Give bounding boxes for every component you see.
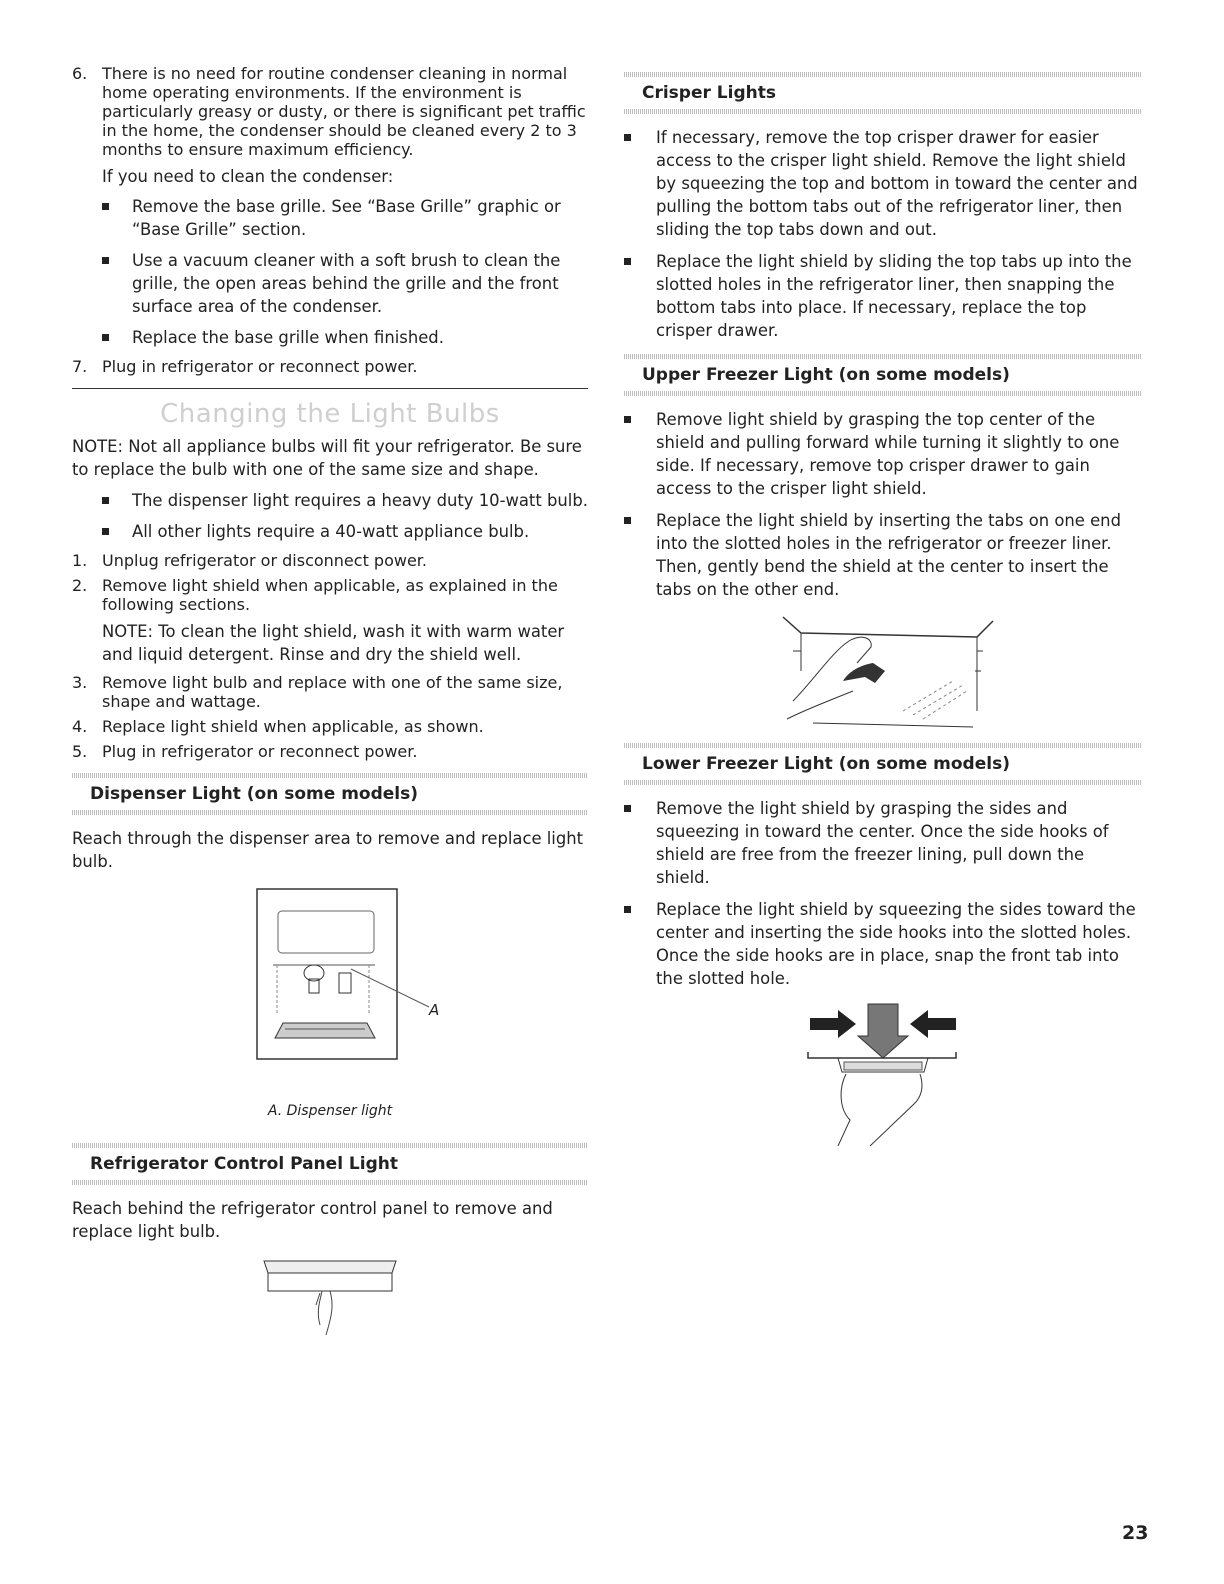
step-4: 4. Replace light shield when applicable, as shown. — [72, 717, 484, 736]
left-column — [72, 64, 588, 1353]
lower-freezer-section-header — [624, 743, 1142, 785]
upper-freezer-shield-illustration — [753, 611, 1013, 731]
lower-freezer-heading: Lower Freezer Light (on some models) — [642, 754, 1010, 774]
list-item: Remove light shield by grasping the top center of the shield and pulling forward while turning it slightly to one side. If necessary, remove top crisper drawer to gain access to the crisper light shield. — [624, 408, 1142, 500]
upper-freezer-heading: Upper Freezer Light (on some models) — [642, 365, 1010, 385]
list-item: Replace the light shield by squeezing the sides toward the center and inserting the side hooks into the slotted holes. Once the side hooks are in place, snap the front tab into the slotted hole. — [624, 898, 1142, 990]
page-number: 23 — [1122, 1522, 1149, 1544]
list-item: Remove the light shield by grasping the sides and squeezing in toward the center. Once the side hooks of shield are free from the freezer lining, pull down the shield. — [624, 797, 1142, 889]
lower-freezer-shield-illustration — [798, 1000, 968, 1150]
step-6: 6. There is no need for routine condenser cleaning in normal home operating environments. If the environment is particularly greasy or dusty, or there is significant pet traffic in the home, the condenser should be cleaned every 2 to 3 months to ensure maximum efficiency. — [72, 64, 586, 159]
list-item: If necessary, remove the top crisper drawer for easier access to the crisper light shield. Remove the light shield by squeezing the top and bottom in toward the center and pulling the bottom tabs out of the refrigerator liner, then sliding the top tabs down and out. — [624, 126, 1142, 241]
step-1: 1. Unplug refrigerator or disconnect power. — [72, 551, 427, 570]
control-heading: Refrigerator Control Panel Light — [90, 1154, 398, 1174]
right-column — [624, 72, 1142, 1160]
condenser-bullets — [102, 195, 588, 349]
dispenser-light-illustration — [215, 883, 445, 1093]
dispenser-text: Reach through the dispenser area to remove and replace light bulb. — [72, 829, 584, 871]
step-7: 7. Plug in refrigerator or reconnect power. — [72, 357, 418, 376]
list-item: All other lights require a 40-watt appliance bulb. — [102, 520, 588, 543]
list-item: Replace the light shield by inserting the tabs on one end into the slotted holes in the refrigerator or freezer liner. Then, gently bend the shield at the center to insert the tabs on the other end. — [624, 509, 1142, 601]
dispenser-section-header — [72, 773, 588, 815]
crisper-bullets — [624, 126, 1142, 342]
upper-freezer-section-header — [624, 354, 1142, 396]
control-panel-illustration — [250, 1253, 410, 1343]
step-2: 2. Remove light shield when applicable, as explained in the following sections. — [72, 576, 558, 614]
bulb-bullets — [102, 489, 588, 543]
crisper-heading: Crisper Lights — [642, 83, 776, 103]
step-2-note: NOTE: To clean the light shield, wash it with warm water and liquid detergent. Rinse and dry the shield well. — [102, 622, 565, 664]
crisper-section-header — [624, 72, 1142, 114]
upper-freezer-bullets — [624, 408, 1142, 601]
lower-freezer-bullets — [624, 797, 1142, 990]
bulbs-section-title: Changing the Light Bulbs — [160, 399, 500, 429]
control-section-header — [72, 1143, 588, 1185]
list-item: Use a vacuum cleaner with a soft brush to clean the grille, the open areas behind the grille and the front surface area of the condenser. — [102, 249, 588, 318]
callout-a: A — [429, 1001, 440, 1019]
list-item: Remove the base grille. See “Base Grille” graphic or “Base Grille” section. — [102, 195, 588, 241]
list-item: The dispenser light requires a heavy duty 10-watt bulb. — [102, 489, 588, 512]
dispenser-heading: Dispenser Light (on some models) — [90, 784, 419, 804]
condenser-intro: If you need to clean the condenser: — [102, 167, 394, 186]
dispenser-caption: A. Dispenser light — [267, 1103, 393, 1119]
list-item: Replace the base grille when finished. — [102, 326, 588, 349]
step-5: 5. Plug in refrigerator or reconnect power. — [72, 742, 418, 761]
bulbs-note: NOTE: Not all appliance bulbs will fit your refrigerator. Be sure to replace the bulb with one of the same size and shape. — [72, 437, 582, 479]
section-divider — [72, 388, 588, 389]
step-3: 3. Remove light bulb and replace with one of the same size, shape and wattage. — [72, 673, 563, 711]
control-text: Reach behind the refrigerator control panel to remove and replace light bulb. — [72, 1199, 553, 1241]
list-item: Replace the light shield by sliding the top tabs up into the slotted holes in the refrigerator liner, then snapping the bottom tabs into place. If necessary, replace the top crisper drawer. — [624, 250, 1142, 342]
